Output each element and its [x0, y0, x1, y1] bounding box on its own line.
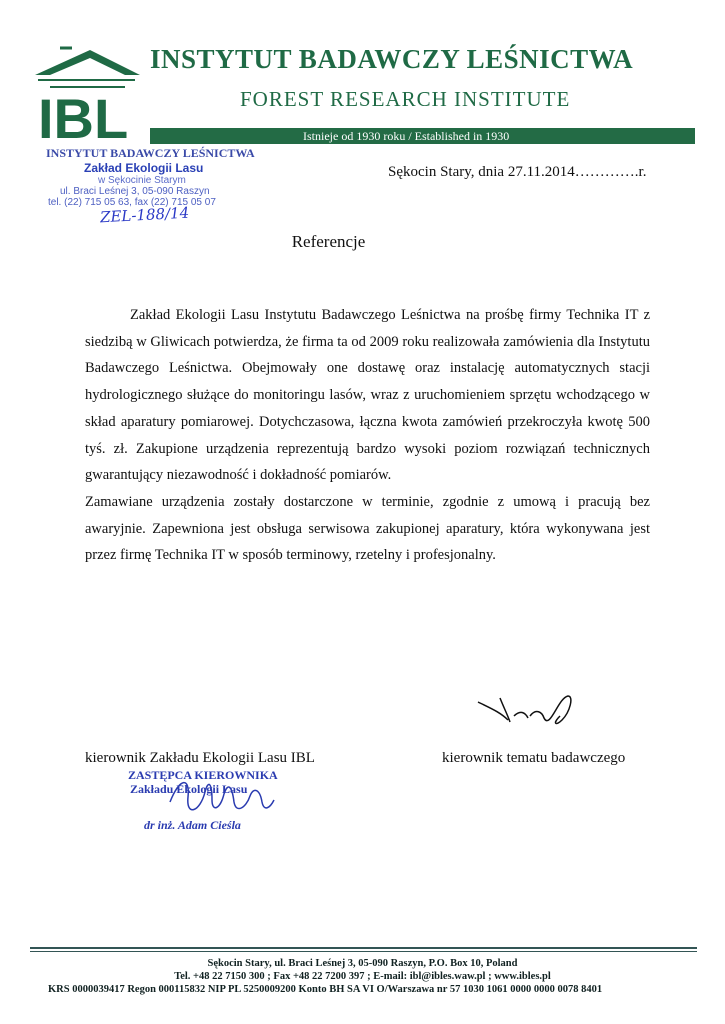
paragraph: Zakład Ekologii Lasu Instytutu Badawczego Leśnictwa na prośbę firmy Technika IT z siedzibą w Gliwicach potwierdza, że firma ta od 2009 roku realizowała zamówienia dla Instytutu Badawczego Leśnictwa. Obejmowały one dostawę oraz instalację automatycznych stacji hydrologicznego służące do monitoringu lasów, wraz z uruchomieniem sprzętu wchodzącego w skład aparatury pomiarowej. Dotychczasowa, łączna kwota zamówień przekroczyła kwotę 500 tyś. zł. Zakupione urządzenia reprezentują bardzo wysoki poziom rozwiązań technicznych gwarantujący niezawodność i dokładność pomiarów. — [85, 307, 650, 484]
document-title — [0, 232, 725, 252]
footer-address: Sękocin Stary, ul. Braci Leśnej 3, 05-090 Raszyn, P.O. Box 10, Poland — [207, 958, 518, 969]
stamp-line: tel. (22) 715 05 63, fax (22) 715 05 07 — [48, 197, 216, 208]
signature-right — [470, 690, 585, 735]
footer-divider — [30, 947, 697, 949]
institute-name-en: FOREST RESEARCH INSTITUTE — [240, 87, 571, 111]
stamp-name: dr inż. Adam Cieśla — [144, 818, 241, 832]
stamp-line: ZASTĘPCA KIEROWNIKA — [128, 768, 278, 782]
letter-body — [85, 302, 650, 569]
established-text: Istnieje od 1930 roku / Established in 1930 — [303, 129, 510, 143]
signature-left — [160, 772, 280, 822]
handwritten-reference: ZEL-188/14 — [99, 203, 190, 227]
institution-stamp — [46, 146, 256, 208]
ibl-logo — [30, 40, 150, 140]
stamp-line: w Sękocinie Starym — [98, 175, 186, 186]
logo-text: IBL — [38, 87, 129, 140]
institute-name-pl: INSTYTUT BADAWCZY LEŚNICTWA — [150, 44, 634, 74]
paragraph: Zamawiane urządzenia zostały dostarczone w terminie, zgodnie z umową i pracują bez awaryjnie. Zapewniona jest obsługa serwisowa zakupionej aparatury, która wykonywana jest przez firmę Technika IT w sposób terminowy, rzetelny i profesjonalny. — [85, 493, 650, 564]
footer-divider — [30, 951, 697, 952]
stamp-line: INSTYTUT BADAWCZY LEŚNICTWA — [46, 146, 255, 160]
left-signature-role: kierownik Zakładu Ekologii Lasu IBL — [85, 750, 315, 766]
date-line: Sękocin Stary, dnia 27.11.2014………….r. — [388, 164, 647, 180]
stamp-line: Zakład Ekologii Lasu — [84, 161, 204, 175]
stamp-line: ul. Braci Leśnej 3, 05-090 Raszyn — [60, 186, 210, 197]
footer-contact: Tel. +48 22 7150 300 ; Fax +48 22 7200 397 ; E-mail: ibl@ibles.waw.pl ; www.ibles.pl — [174, 971, 551, 982]
stamp-line: Zakładu Ekologii Lasu — [130, 782, 248, 796]
right-signature-role: kierownik tematu badawczego — [442, 750, 626, 766]
title-text: Referencje — [291, 232, 366, 251]
footer-registry: KRS 0000039417 Regon 000115832 NIP PL 5250009200 Konto BH SA VI O/Warszawa nr 57 1030 1061 0000 0000 0078 8401 — [48, 984, 603, 995]
